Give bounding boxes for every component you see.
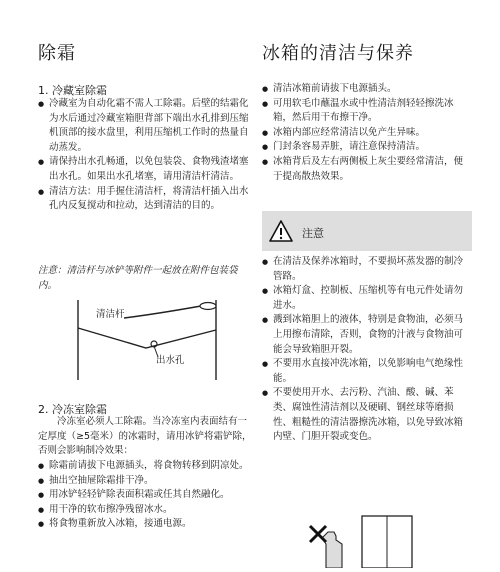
warning-list	[262, 255, 472, 445]
list-item: ● 清洁冰箱前请拔下电源插头。	[262, 82, 472, 97]
list-item: ● 除霜前请拔下电源插头，将食物转移到阴凉处。	[38, 459, 252, 474]
drain-diagram-svg	[66, 300, 236, 380]
list-item: ● 不要用水直接冲洗冰箱，以免影响电气绝缘性能。	[262, 357, 472, 386]
list-item: ● 门封条容易弄脏，请注意保持清洁。	[262, 140, 472, 155]
freezer-defrost-heading: 2. 冷冻室除霜	[38, 403, 107, 416]
no-spray-illustration	[302, 510, 442, 568]
list-item: ● 用干净的软布擦净残留冰水。	[38, 503, 252, 518]
no-spray-svg	[302, 510, 442, 568]
list-item: ● 抽出空抽屉除霜排干净。	[38, 474, 252, 489]
cleaning-title: 冰箱的清洁与保养	[262, 43, 414, 64]
list-item: ● 冰箱内部应经常清洁以免产生异味。	[262, 126, 472, 141]
fridge-defrost-heading: 1. 冷藏室除霜	[38, 84, 107, 97]
fridge-defrost-list	[38, 97, 252, 214]
warning-triangle-icon	[268, 219, 294, 243]
list-item: ● 不要使用开水、去污粉、汽油、酸、碱、苯类、腐蚀性清洁剂以及硬刷、钢丝球等磨损性、粗糙性的清洁器擦洗冰箱，以免导致冰箱内壁、门胆开裂或变色。	[262, 386, 472, 444]
list-item: ● 冷藏室为自动化霜不需人工除霜。后壁的结霜化为水后通过冷藏室箱胆背部下端出水孔排到压缩机顶部的接水盘里，利用压缩机工作时的热量自动蒸发。	[38, 97, 252, 155]
list-item: ● 冰箱背后及左右两侧板上灰尘要经常清洁，便于提高散热效果。	[262, 155, 472, 184]
cleaning-rod	[124, 306, 201, 318]
warning-banner	[262, 211, 472, 251]
list-item: ● 冰箱灯盒、控制板、压缩机等有电元件处请勿进水。	[262, 284, 472, 313]
drain-hole-diagram	[66, 300, 236, 380]
cleaning-list	[262, 82, 472, 184]
list-item: ● 清洁方法：用手握住清洁杆，将清洁杆插入出水孔内反复搅动和拉动，达到清洁的目的。	[38, 185, 252, 214]
accessory-note: 注意：清洁杆与冰铲等附件一起放在附件包装袋内。	[38, 265, 238, 291]
list-item: ● 请保持出水孔畅通，以免包装袋、食物残渣堵塞出水孔。如果出水孔堵塞，请用清洁杆清洁。	[38, 155, 252, 184]
warning-label: 注意	[302, 227, 324, 240]
list-item: ● 可用软毛巾蘸温水或中性清洁剂轻轻擦洗冰箱，然后用干布擦干净。	[262, 97, 472, 126]
spray-bottle-icon	[322, 532, 342, 568]
rod-label: 清洁杆	[96, 309, 125, 320]
freezer-defrost-intro: 冷冻室必须人工除霜。当冷冻室内表面结有一定厚度（≥5毫米）的冰霜时，请用冰铲将霜铲除，否则会影响制冷效果：	[38, 416, 252, 457]
rod-handle	[200, 303, 216, 310]
list-item: ● 在清洁及保养冰箱时，不要损坏蒸发器的制冷管路。	[262, 255, 472, 284]
freezer-defrost-list	[38, 459, 252, 532]
cabinet-floor	[78, 328, 216, 348]
hole-label: 出水孔	[156, 355, 185, 366]
list-item: ● 用冰铲轻轻铲除表面积霜或任其自然融化。	[38, 488, 252, 503]
list-item: ● 将食物重新放入冰箱，接通电源。	[38, 517, 252, 532]
defrost-title: 除霜	[38, 43, 76, 64]
list-item: ● 溅到冰箱胆上的液体，特别是食物油，必须马上用擦布清除，否则，食物的汁液与食物油可能会导致箱胆开裂。	[262, 313, 472, 357]
